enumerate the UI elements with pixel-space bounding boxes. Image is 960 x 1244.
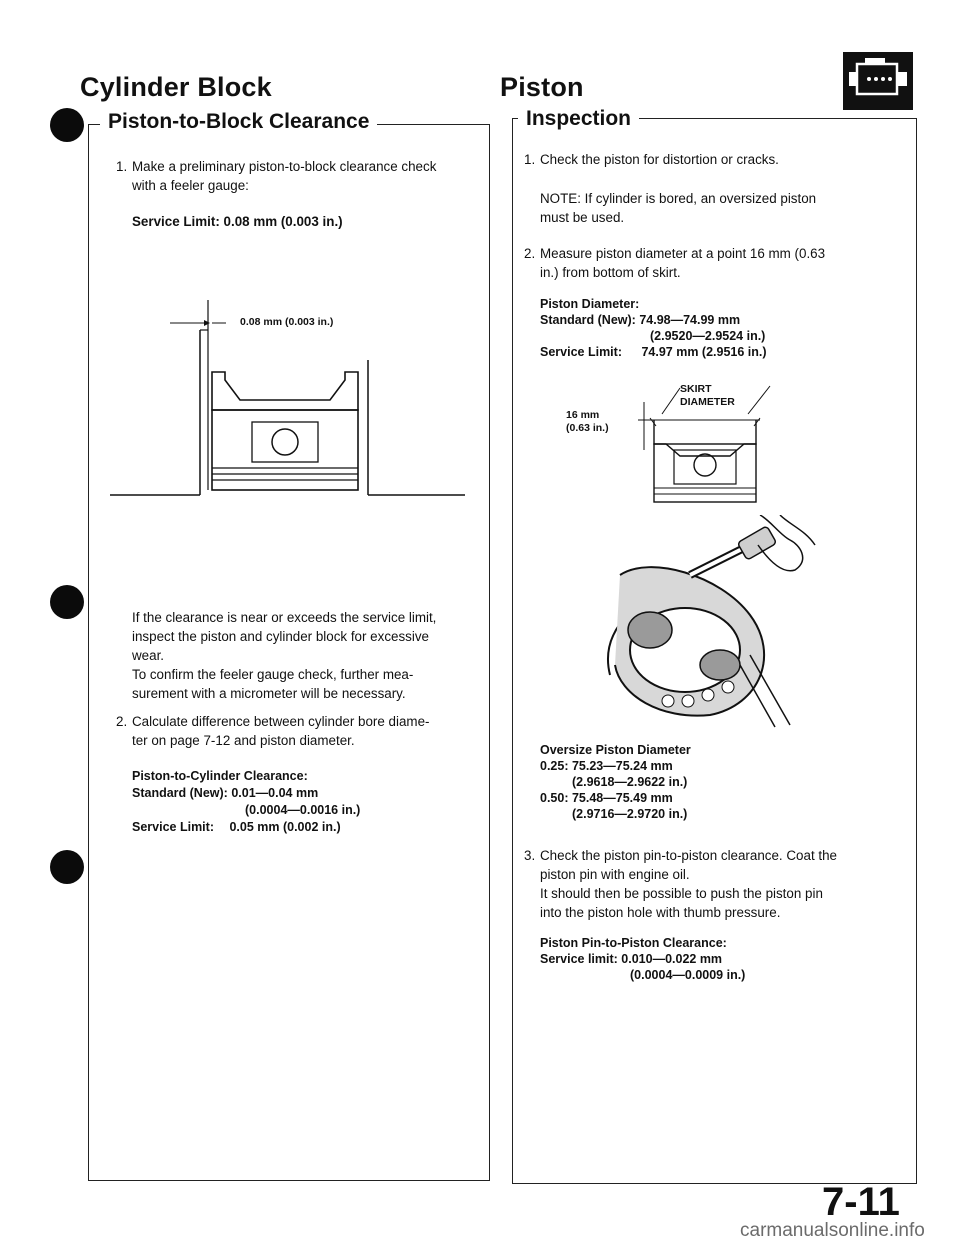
step-text: Check the piston pin-to-piston clearance. Coat the: [540, 848, 837, 863]
page-number: 7-11: [822, 1180, 900, 1224]
note-line: If the clearance is near or exceeds the service limit,: [132, 610, 437, 625]
spec-label: Standard (New):: [132, 786, 228, 800]
spec-label: Service Limit:: [132, 820, 214, 834]
spec-value: (0.0004—0.0016 in.): [245, 803, 361, 817]
step-text: in.) from bottom of skirt.: [540, 265, 681, 280]
oversize-spec: [540, 742, 880, 822]
watermark: carmanualsonline.info: [740, 1220, 925, 1241]
step-number: 1.: [524, 152, 536, 167]
binder-hole: [50, 850, 84, 884]
piston-diameter-spec: [540, 296, 900, 360]
step-text: Check the piston for distortion or cracks.: [540, 152, 779, 167]
service-limit: Service Limit: 0.08 mm (0.003 in.): [132, 214, 343, 229]
skirt-label-line: SKIRT: [680, 383, 712, 395]
spec-value: 74.97 mm (2.9516 in.): [641, 345, 767, 359]
binder-hole: [50, 585, 84, 619]
spec-value: Service limit: 0.010—0.022 mm: [540, 952, 723, 966]
step-number: 2.: [116, 714, 128, 729]
step-text: Make a preliminary piston-to-block clearance check: [132, 159, 437, 174]
pin-clearance-spec: [540, 935, 880, 983]
step-text: Measure piston diameter at a point 16 mm (0.63: [540, 246, 826, 261]
spec-value: (2.9520—2.9524 in.): [650, 329, 766, 343]
spec-value: 0.01—0.04 mm: [231, 786, 319, 800]
left-note: [132, 608, 482, 703]
step-number: 2.: [524, 246, 536, 261]
step-number: 3.: [524, 848, 536, 863]
note-line: must be used.: [540, 210, 625, 225]
step-number: 1.: [116, 159, 128, 174]
note-line: To confirm the feeler gauge check, further mea-: [132, 667, 414, 682]
step-text: piston pin with engine oil.: [540, 867, 690, 882]
spec-value: 74.98—74.99 mm: [639, 313, 741, 327]
page-title-right: Piston: [500, 72, 584, 102]
position-label-line: (0.63 in.): [566, 422, 609, 434]
right-note: [540, 189, 816, 227]
step-text: with a feeler gauge:: [132, 178, 249, 193]
position-label: [566, 409, 609, 435]
engine-icon: [843, 52, 913, 110]
position-label-line: 16 mm: [566, 409, 600, 421]
right-section-heading: Inspection: [518, 107, 639, 131]
page-title-left: Cylinder Block: [80, 72, 272, 102]
note-line: NOTE: If cylinder is bored, an oversized piston: [540, 191, 817, 206]
spec-value: 0.50: 75.48—75.49 mm: [540, 791, 673, 805]
micrometer-illustration: [590, 515, 820, 735]
skirt-label: [680, 383, 735, 409]
spec-title: Piston Pin-to-Piston Clearance:: [540, 936, 727, 950]
step-text: ter on page 7-12 and piston diameter.: [132, 733, 355, 748]
spec-title: Piston-to-Cylinder Clearance:: [132, 769, 308, 783]
spec-value: (2.9716—2.9720 in.): [572, 807, 688, 821]
binder-hole: [50, 108, 84, 142]
step-text: into the piston hole with thumb pressure.: [540, 905, 781, 920]
spec-value: 0.05 mm (0.002 in.): [229, 820, 341, 834]
diagram-label: 0.08 mm (0.003 in.): [240, 316, 334, 328]
spec-label: Service Limit:: [540, 345, 622, 359]
step-text: It should then be possible to push the piston pin: [540, 886, 823, 901]
spec-label: Standard (New):: [540, 313, 636, 327]
clearance-spec: [132, 768, 472, 836]
note-line: inspect the piston and cylinder block for excessive: [132, 629, 429, 644]
left-section-heading: Piston-to-Block Clearance: [100, 110, 377, 134]
step-text: Calculate difference between cylinder bore diame-: [132, 714, 430, 729]
spec-title: Oversize Piston Diameter: [540, 743, 691, 757]
spec-title: Piston Diameter:: [540, 297, 640, 311]
spec-value: (0.0004—0.0009 in.): [630, 968, 746, 982]
skirt-label-line: DIAMETER: [680, 396, 735, 408]
spec-value: 0.25: 75.23—75.24 mm: [540, 759, 673, 773]
note-line: surement with a micrometer will be necessary.: [132, 686, 406, 701]
spec-value: (2.9618—2.9622 in.): [572, 775, 688, 789]
note-line: wear.: [132, 648, 165, 663]
